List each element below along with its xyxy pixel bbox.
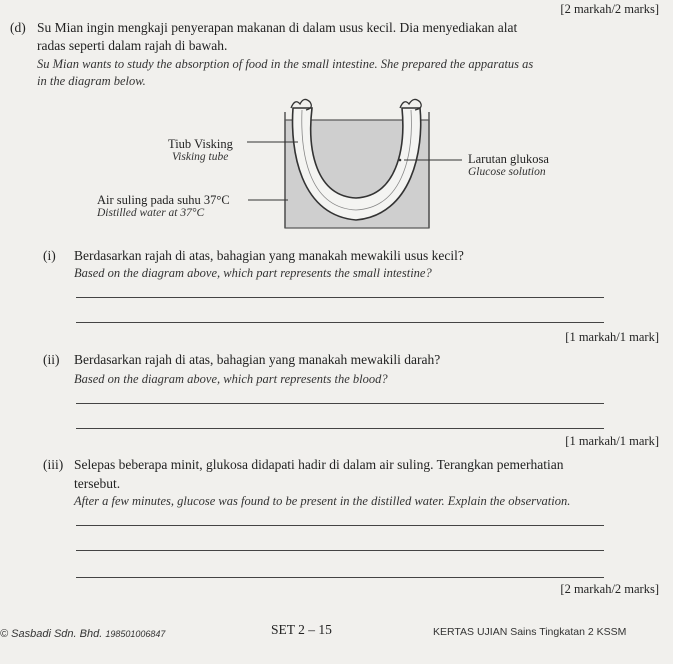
label-glucose-ms: Larutan glukosa xyxy=(468,152,549,166)
question-en-line1: Su Mian wants to study the absorption of food in the small intestine. She prepared the apparatus as xyxy=(37,57,534,71)
question-ms-line1: Su Mian ingin mengkaji penyerapan makanan di dalam usus kecil. Dia menyediakan alat xyxy=(37,20,518,35)
part-iii-marks: [2 markah/2 marks] xyxy=(560,582,659,596)
label-visking-en: Visking tube xyxy=(172,151,229,163)
footer-series: KERTAS UJIAN Sains Tingkatan 2 KSSM xyxy=(433,626,627,638)
header-marks: [2 markah/2 marks] xyxy=(560,2,659,16)
part-ii-number: (ii) xyxy=(43,352,60,367)
answer-line[interactable] xyxy=(76,525,604,526)
label-visking-ms: Tiub Visking xyxy=(168,137,233,151)
label-water-ms: Air suling pada suhu 37°C xyxy=(97,193,230,207)
question-number: (d) xyxy=(10,20,26,35)
part-i-ms: Berdasarkan rajah di atas, bahagian yang manakah mewakili usus kecil? xyxy=(74,248,464,263)
part-ii-ms: Berdasarkan rajah di atas, bahagian yang manakah mewakili darah? xyxy=(74,352,441,367)
part-ii-marks: [1 markah/1 mark] xyxy=(565,434,659,448)
part-iii-en: After a few minutes, glucose was found to be present in the distilled water. Explain the observation. xyxy=(74,494,571,508)
answer-line[interactable] xyxy=(76,550,604,551)
part-i-number: (i) xyxy=(43,248,56,263)
footer-publisher xyxy=(0,628,165,640)
label-water-en: Distilled water at 37°C xyxy=(97,207,205,219)
part-iii-ms-line1: Selepas beberapa minit, glukosa didapati hadir di dalam air suling. Terangkan pemerhatian xyxy=(74,457,564,472)
answer-line[interactable] xyxy=(76,403,604,404)
publisher-name: © Sasbadi Sdn. Bhd. xyxy=(0,628,103,640)
part-i-en: Based on the diagram above, which part represents the small intestine? xyxy=(74,266,432,280)
question-ms-line2: radas seperti dalam rajah di bawah. xyxy=(37,38,228,53)
question-en-line2: in the diagram below. xyxy=(37,74,146,88)
part-ii-en: Based on the diagram above, which part represents the blood? xyxy=(74,372,388,386)
part-iii-ms-line2: tersebut. xyxy=(74,476,121,491)
part-i-marks: [1 markah/1 mark] xyxy=(565,330,659,344)
answer-line[interactable] xyxy=(76,322,604,323)
publisher-reg-no: 198501006847 xyxy=(105,629,166,639)
answer-line[interactable] xyxy=(76,577,604,578)
answer-line[interactable] xyxy=(76,428,604,429)
part-iii-number: (iii) xyxy=(43,457,64,472)
label-glucose-en: Glucose solution xyxy=(468,166,546,178)
footer-set: SET 2 – 15 xyxy=(271,622,332,637)
answer-line[interactable] xyxy=(76,297,604,298)
